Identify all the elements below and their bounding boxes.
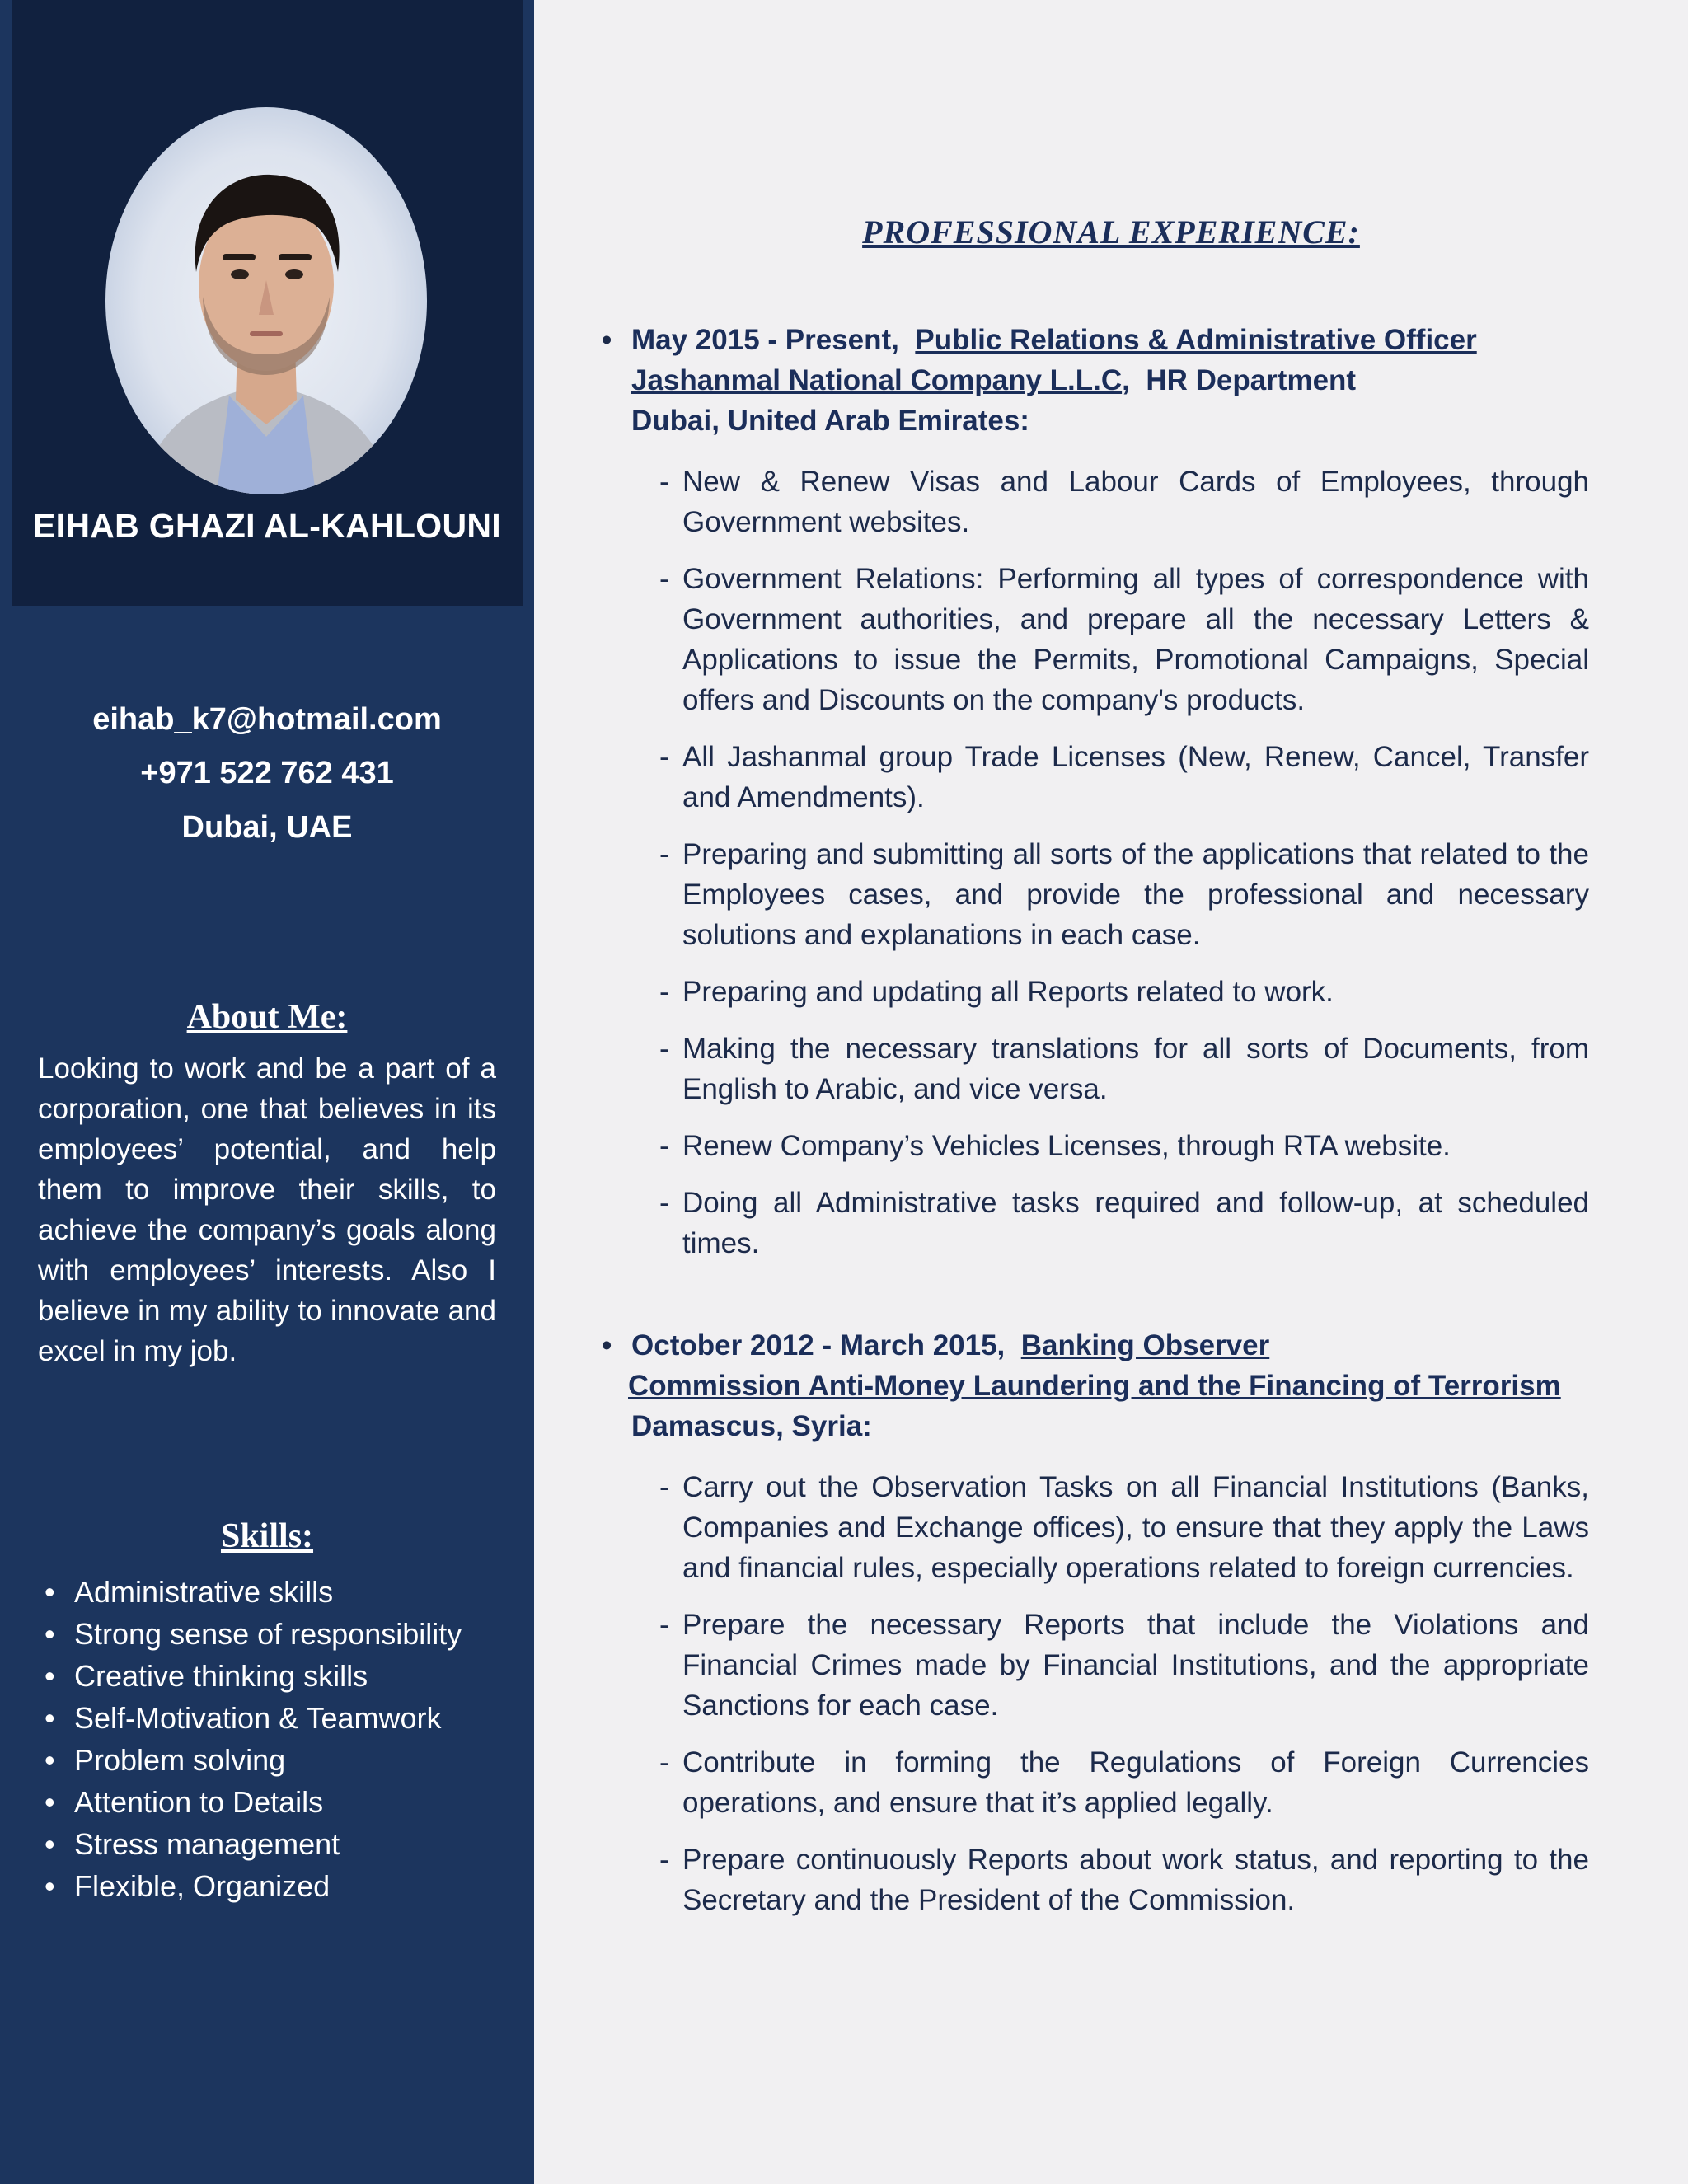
skill-item: • Self-Motivation & Teamwork [45, 1697, 506, 1739]
about-text: Looking to work and be a part of a corporation, one that believes in its employees’ potential, and help them to improve their skills, to achieve the company’s goals along with employees’ interests. Also I believe in my ability to innovate and excel in my job. [38, 1052, 496, 1367]
job-location: Dubai, United Arab Emirates: [631, 405, 1029, 437]
job-header [602, 1325, 1604, 1446]
skill-item: • Administrative skills [45, 1571, 506, 1613]
duty-item: - Preparing and submitting all sorts of the applications that related to the Employees cases, and provide the professional and necessary solutions and explanations in each case. [659, 838, 1589, 951]
duty-item: - Government Relations: Performing all types of correspondence with Government authorities, and prepare all the necessary Letters & Applications to issue the Permits, Promotional Campaigns, Special offers and Discounts on the company's products. [659, 563, 1589, 716]
skill-item: • Strong sense of responsibility [45, 1613, 506, 1655]
person-name: EIHAB GHAZI AL-KAHLOUNI [33, 507, 501, 545]
job-department: HR Department [1146, 364, 1357, 396]
duty-item: - Preparing and updating all Reports related to work. [659, 976, 1334, 1008]
about-heading: About Me: [186, 998, 348, 1036]
skill-item: • Attention to Details [45, 1781, 506, 1823]
duty-item: - Prepare the necessary Reports that include the Violations and Financial Crimes made by Financial Institutions, and the appropriate Sanctions for each case. [659, 1609, 1589, 1722]
sidebar [0, 0, 534, 2184]
job-header: • May 2015 - Present, Public Relations & Administrative Officer Jashanmal National Company L.L.C, HR Department Dubai, United Arab Emirates: [631, 320, 1604, 441]
job-company: Jashanmal National Company L.L.C [631, 364, 1123, 396]
location: Dubai, UAE [181, 810, 353, 845]
skill-item: • Stress management [45, 1823, 506, 1865]
section-title: PROFESSIONAL EXPERIENCE: [862, 213, 1360, 251]
duty-item: - Prepare continuously Reports about work status, and reporting to the Secretary and the President of the Commission. [659, 1844, 1589, 1916]
job-role: Public Relations & Administrative Officer [915, 324, 1477, 356]
profile-photo [106, 107, 427, 494]
skill-item: • Flexible, Organized [45, 1865, 506, 1907]
bullet-icon: • [602, 324, 612, 356]
duty-item: - Renew Company’s Vehicles Licenses, through RTA website. [659, 1130, 1451, 1162]
duty-item: - Making the necessary translations for all sorts of Documents, from English to Arabic, and vice versa. [659, 1033, 1589, 1105]
job-location: Damascus, Syria: [631, 1410, 872, 1442]
skill-item: • Problem solving [45, 1739, 506, 1781]
job-period: May 2015 - Present, [631, 324, 899, 356]
duty-item: - Carry out the Observation Tasks on all Financial Institutions (Banks, Companies and Exchange offices), to ensure that they apply the Laws and financial rules, especially operations related to foreign currencies. [659, 1471, 1589, 1584]
job-company: Commission Anti-Money Laundering and the Financing of Terrorism [628, 1370, 1561, 1402]
job-period: October 2012 - March 2015, [631, 1329, 1006, 1361]
job-duties [659, 462, 1589, 1280]
duty-item: - All Jashanmal group Trade Licenses (New, Renew, Cancel, Transfer and Amendments). [659, 741, 1589, 813]
phone-number: +971 522 762 431 [140, 756, 394, 790]
skills-heading: Skills: [220, 1517, 314, 1555]
bullet-icon: • [602, 1329, 612, 1361]
duty-item: - New & Renew Visas and Labour Cards of Employees, through Government websites. [659, 466, 1589, 538]
duty-item: - Contribute in forming the Regulations of Foreign Currencies operations, and ensure that it’s applied legally. [659, 1746, 1589, 1819]
job-role: Banking Observer [1020, 1329, 1270, 1361]
email-link[interactable]: eihab_k7@hotmail.com [92, 702, 442, 737]
skills-list [45, 1571, 506, 1907]
duty-item: - Doing all Administrative tasks required and follow-up, at scheduled times. [659, 1187, 1589, 1259]
skill-item: • Creative thinking skills [45, 1655, 506, 1697]
job-duties [659, 1467, 1589, 1937]
